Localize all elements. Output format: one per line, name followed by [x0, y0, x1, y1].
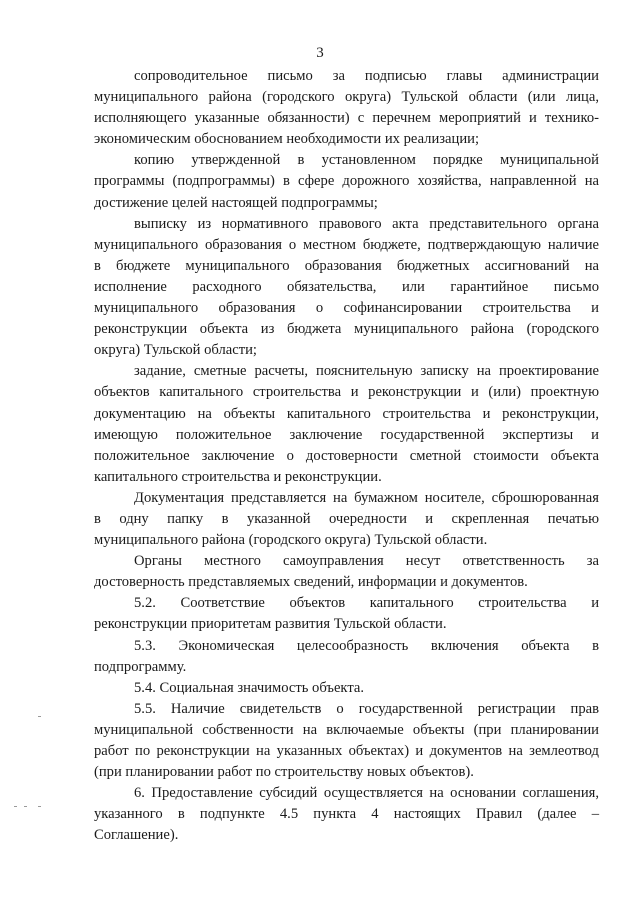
- text-line: объектов капитального строительства и реконструкции и (или) проектную: [94, 384, 599, 401]
- text-line: Документация представляется на бумажном носителе, сброшюрованная: [134, 489, 599, 506]
- text-line: выписку из нормативного правового акта представительного органа: [134, 215, 599, 232]
- text-line: имеющую положительное заключение государственной экспертизы и: [94, 426, 599, 443]
- text-line: экономическим обоснованием необходимости их реализации;: [94, 131, 479, 148]
- text-line: муниципального района (городского округа) Тульской области (или лица,: [94, 89, 599, 106]
- paragraph: [94, 361, 599, 488]
- paragraph: [94, 636, 599, 678]
- paragraph: [94, 551, 599, 593]
- text-line: 5.2. Соответствие объектов капитального строительства и: [134, 595, 599, 612]
- text-line: достижение целей настоящей подпрограммы;: [94, 194, 378, 211]
- text-line: 6. Предоставление субсидий осуществляется на основании соглашения,: [134, 785, 599, 802]
- text-line: муниципального образования о местном бюджете, подтверждающую наличие: [94, 236, 599, 253]
- text-line: капитального строительства и реконструкции.: [94, 468, 382, 485]
- text-line: исполнение расходного обязательства, или гарантийное письмо: [94, 278, 599, 295]
- text-line: исполняющего указанные обязанности) с перечнем мероприятий и технико-: [94, 110, 599, 127]
- paragraph: [94, 214, 599, 362]
- text-line: в бюджете муниципального образования бюджетных ассигнований на: [94, 257, 599, 274]
- scan-artifact: [38, 716, 41, 717]
- document-body: [94, 66, 599, 846]
- text-line: реконструкции приоритетам развития Тульской области.: [94, 616, 447, 633]
- text-line: задание, сметные расчеты, пояснительную записку на проектирование: [134, 363, 599, 380]
- text-line: сопроводительное письмо за подписью главы администрации: [134, 68, 599, 84]
- text-line: Соглашение).: [94, 827, 179, 844]
- text-line: документацию на объекты капитального строительства и реконструкции,: [94, 405, 599, 422]
- paragraph: [94, 678, 599, 699]
- text-line: муниципальной собственности на включаемые объекты (при планировании: [94, 721, 599, 738]
- text-line: подпрограмму.: [94, 658, 187, 675]
- text-line: округа) Тульской области;: [94, 342, 257, 359]
- text-line: работ по реконструкции на указанных объектах) и документов на землеотвод: [94, 743, 599, 759]
- text-line: положительное заключение о достоверности сметной стоимости объекта: [94, 447, 599, 464]
- paragraph: [94, 783, 599, 846]
- text-line: (при планировании работ по строительству новых объектов).: [94, 764, 474, 781]
- paragraph: [94, 593, 599, 635]
- text-line: 5.5. Наличие свидетельств о государственной регистрации прав: [134, 700, 599, 717]
- paragraph: [94, 699, 599, 783]
- text-line: копию утвержденной в установленном порядке муниципальной: [134, 152, 599, 169]
- text-line: достоверность представляемых сведений, информации и документов.: [94, 574, 528, 591]
- paragraph: [94, 150, 599, 213]
- text-line: программы (подпрограммы) в сфере дорожного хозяйства, направленной на: [94, 173, 599, 190]
- page-number: 3: [316, 45, 324, 61]
- text-line: в одну папку в указанной очередности и скрепленная печатью: [94, 510, 599, 527]
- text-line: 5.3. Экономическая целесообразность включения объекта в: [134, 637, 599, 654]
- scan-artifact: [38, 806, 41, 807]
- text-line: реконструкции объекта из бюджета муниципального района (городского: [94, 321, 599, 338]
- text-line: 5.4. Социальная значимость объекта.: [134, 679, 365, 696]
- text-line: муниципального образования о софинансировании строительства и: [94, 300, 599, 317]
- scan-artifact: [24, 806, 27, 807]
- text-line: Органы местного самоуправления несут ответственность за: [134, 553, 599, 570]
- paragraph: [94, 488, 599, 551]
- text-line: указанного в подпункте 4.5 пункта 4 настоящих Правил (далее –: [94, 806, 599, 823]
- text-line: муниципального района (городского округа) Тульской области.: [94, 532, 488, 549]
- paragraph: [94, 66, 599, 150]
- scan-artifact: [14, 806, 17, 807]
